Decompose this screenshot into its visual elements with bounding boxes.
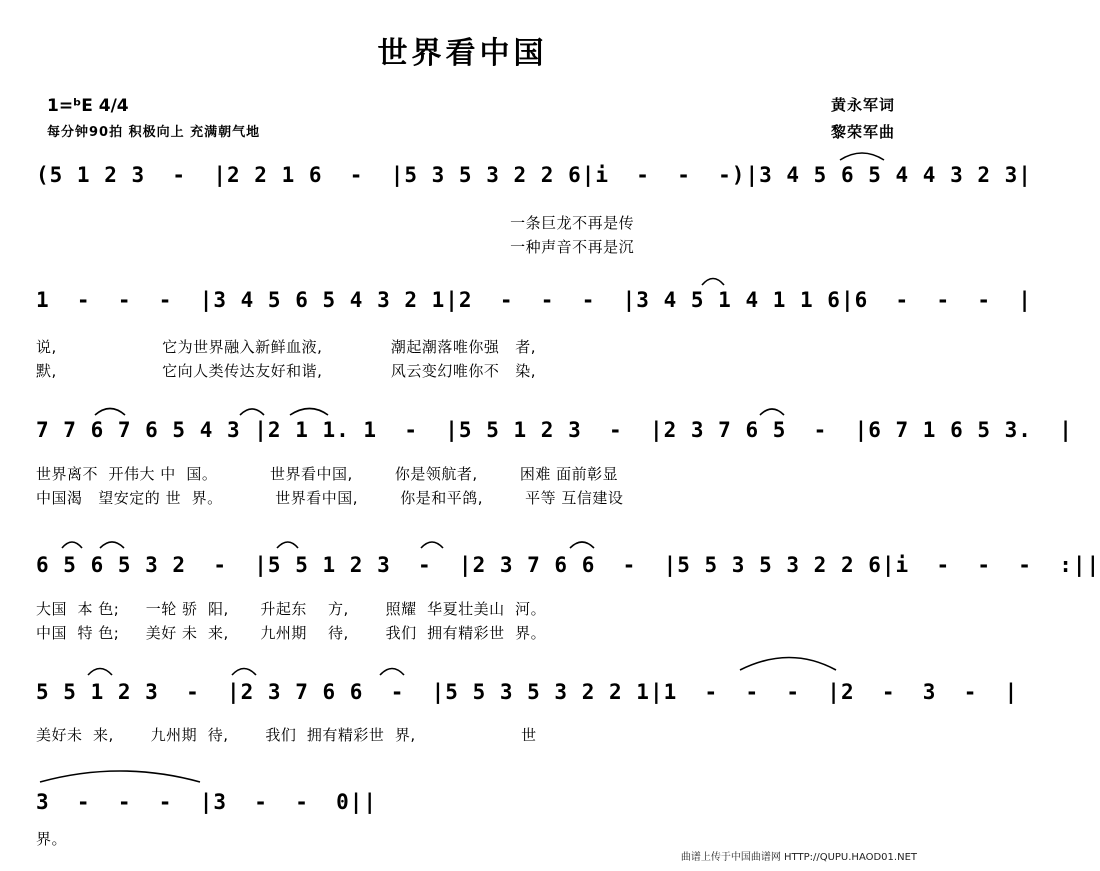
lyric-line-4-verse-2: 中国 特 色; 美好 未 来, 九州期 待, 我们 拥有精彩世 界。 [36,624,547,642]
slur-16 [40,771,200,782]
lyricist-credit: 黄永军词 [830,96,895,114]
notation-line-1: (5 1 2 3 - |2 2 1 6 - |5 3 5 3 2 2 6|i - - -)|3 4 5 6 5 4 4 3 2 3| [36,163,1032,187]
slur-10 [421,542,443,548]
lyric-line-1-verse-2: 一种声音不再是沉 [36,238,635,256]
key-signature: 1=ᵇE 4/4 [47,96,129,116]
slur-9 [277,542,298,548]
slur-4 [240,409,264,415]
notation-line-3: 7 7 6 7 6 5 4 3 |2 1 1. 1 - |5 5 1 2 3 - |2 3 7 6 5 - |6 7 1 6 5 3. | [36,418,1073,442]
lyric-line-1-verse-1: 一条巨龙不再是传 [36,214,635,232]
lyric-line-3-verse-1: 世界离不 开伟大 中 国。 世界看中国, 你是领航者, 困难 面前彰显 [36,465,619,483]
slur-5 [290,409,328,416]
slur-7 [62,542,82,548]
lyric-line-6-verse-1: 界。 [36,830,68,848]
composer-credit: 黎荣军曲 [830,123,895,141]
watermark-text: 曲谱上传于中国曲谱网 HTTP://QUPU.HAOD01.NET [680,852,917,863]
notation-line-5: 5 5 1 2 3 - |2 3 7 6 6 - |5 5 3 5 3 2 2 1|1 - - - |2 - 3 - | [36,680,1019,704]
lyric-line-5-verse-1: 美好未 来, 九州期 待, 我们 拥有精彩世 界, 世 [36,726,537,744]
slur-12 [88,669,112,676]
lyric-line-2-verse-1: 说, 它为世界融入新鲜血液, 潮起潮落唯你强 者, [36,338,536,356]
slur-11 [570,542,594,548]
notation-line-6: 3 - - - |3 - - 0|| [36,790,378,814]
slur-1 [840,153,884,160]
notation-line-4: 6 5 6 5 3 2 - |5 5 1 2 3 - |2 3 7 6 6 - |5 5 3 5 3 2 2 6|i - - - :|| [36,553,1100,577]
lyric-line-2-verse-2: 默, 它向人类传达友好和谐, 风云变幻唯你不 染, [36,362,536,380]
tempo-marking: 每分钟90拍 积极向上 充满朝气地 [47,125,261,140]
slur-15 [740,658,836,671]
lyric-line-4-verse-1: 大国 本 色; 一轮 骄 阳, 升起东 方, 照耀 华夏壮美山 河。 [36,600,547,618]
slur-14 [380,669,404,676]
lyric-line-3-verse-2: 中国渴 望安定的 世 界。 世界看中国, 你是和平鸽, 平等 互信建设 [36,489,624,507]
song-title: 世界看中国 [377,36,548,71]
slur-3 [95,409,125,416]
notation-line-2: 1 - - - |3 4 5 6 5 4 3 2 1|2 - - - |3 4 5 1 4 1 1 6|6 - - - | [36,288,1032,312]
slur-8 [100,542,124,548]
slur-2 [702,279,724,286]
slur-13 [232,669,256,676]
slur-6 [760,409,784,415]
